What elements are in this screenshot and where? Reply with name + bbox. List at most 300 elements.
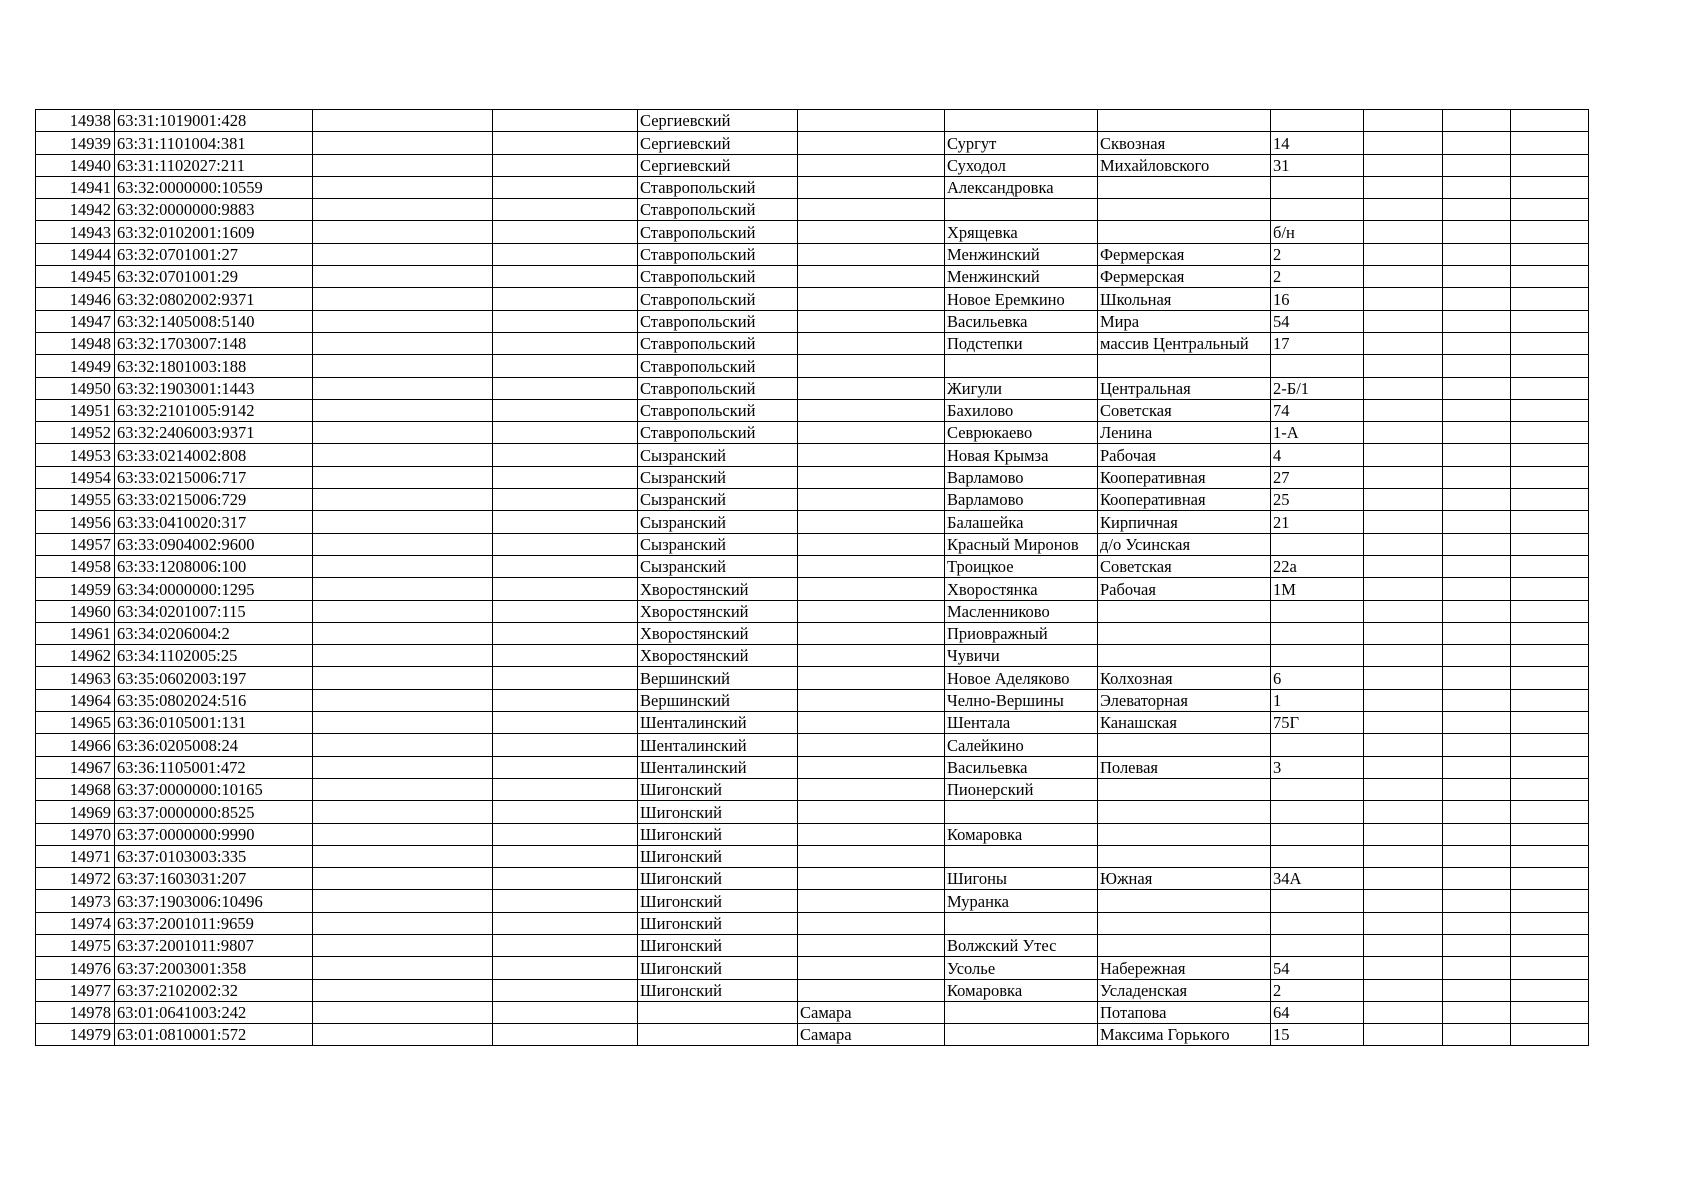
table-cell <box>1511 422 1589 444</box>
table-cell <box>1511 555 1589 577</box>
table-cell <box>1364 444 1443 466</box>
table-cell <box>313 422 493 444</box>
table-cell <box>1098 199 1271 221</box>
table-cell <box>945 199 1098 221</box>
table-cell: Ленина <box>1098 422 1271 444</box>
table-row <box>36 667 1589 689</box>
table-cell <box>1443 176 1511 198</box>
table-cell <box>1098 845 1271 867</box>
table-cell: Шигонский <box>638 934 798 956</box>
table-cell: Вершинский <box>638 689 798 711</box>
table-cell <box>1271 600 1364 622</box>
table-cell <box>798 444 945 466</box>
table-cell <box>1443 266 1511 288</box>
table-cell <box>945 1024 1098 1046</box>
table-cell: 31 <box>1271 154 1364 176</box>
table-cell <box>798 778 945 800</box>
row-number-cell: 14957 <box>36 533 115 555</box>
table-cell: Полевая <box>1098 756 1271 778</box>
table-cell <box>1443 555 1511 577</box>
table-cell: Шигонский <box>638 912 798 934</box>
table-cell <box>493 132 638 154</box>
table-cell <box>493 176 638 198</box>
table-cell <box>493 355 638 377</box>
table-cell <box>1443 578 1511 600</box>
row-number-cell: 14972 <box>36 868 115 890</box>
table-row <box>36 778 1589 800</box>
table-cell: Ставропольский <box>638 199 798 221</box>
row-number-cell: 14947 <box>36 310 115 332</box>
table-cell: 4 <box>1271 444 1364 466</box>
table-cell: Шигонский <box>638 801 798 823</box>
table-cell <box>1443 422 1511 444</box>
table-cell: Челно-Вершины <box>945 689 1098 711</box>
table-cell: Кооперативная <box>1098 489 1271 511</box>
table-cell <box>1511 689 1589 711</box>
table-cell <box>1511 511 1589 533</box>
table-cell <box>1271 645 1364 667</box>
table-cell <box>1511 622 1589 644</box>
table-row <box>36 355 1589 377</box>
table-cell: Мира <box>1098 310 1271 332</box>
table-cell: 63:32:0701001:27 <box>115 243 313 265</box>
table-cell <box>493 154 638 176</box>
table-cell <box>1511 712 1589 734</box>
table-cell: Шигонский <box>638 823 798 845</box>
table-cell <box>1364 332 1443 354</box>
table-cell <box>1098 890 1271 912</box>
table-cell: Шенталинский <box>638 712 798 734</box>
table-cell <box>1443 712 1511 734</box>
table-cell <box>1511 890 1589 912</box>
table-cell: 74 <box>1271 399 1364 421</box>
table-cell <box>798 934 945 956</box>
table-cell <box>1271 110 1364 132</box>
table-cell: Ставропольский <box>638 243 798 265</box>
table-cell <box>945 1001 1098 1023</box>
table-row <box>36 444 1589 466</box>
table-cell: 1М <box>1271 578 1364 600</box>
row-number-cell: 14973 <box>36 890 115 912</box>
table-cell <box>493 221 638 243</box>
table-cell: 27 <box>1271 466 1364 488</box>
table-body <box>36 110 1589 1046</box>
table-cell <box>1443 1024 1511 1046</box>
table-cell <box>798 578 945 600</box>
table-cell: 34А <box>1271 868 1364 890</box>
table-cell <box>313 912 493 934</box>
table-row <box>36 110 1589 132</box>
table-cell: Ставропольский <box>638 355 798 377</box>
table-cell <box>493 734 638 756</box>
table-cell <box>1511 399 1589 421</box>
table-cell <box>1443 154 1511 176</box>
table-cell <box>1271 355 1364 377</box>
table-cell <box>493 667 638 689</box>
table-cell <box>493 1001 638 1023</box>
table-cell: Кирпичная <box>1098 511 1271 533</box>
table-cell: 64 <box>1271 1001 1364 1023</box>
table-cell <box>1364 199 1443 221</box>
table-cell: Хворостянский <box>638 600 798 622</box>
table-cell: Хворостянский <box>638 622 798 644</box>
table-cell <box>1443 600 1511 622</box>
row-number-cell: 14939 <box>36 132 115 154</box>
table-cell <box>313 1001 493 1023</box>
table-row <box>36 957 1589 979</box>
table-cell <box>1511 734 1589 756</box>
table-cell <box>1364 132 1443 154</box>
row-number-cell: 14975 <box>36 934 115 956</box>
table-cell <box>1443 332 1511 354</box>
table-cell <box>1511 243 1589 265</box>
row-number-cell: 14974 <box>36 912 115 934</box>
table-cell: 63:37:0103003:335 <box>115 845 313 867</box>
table-cell <box>1271 845 1364 867</box>
table-cell <box>493 533 638 555</box>
table-row <box>36 533 1589 555</box>
table-cell <box>1098 801 1271 823</box>
table-cell <box>313 243 493 265</box>
row-number-cell: 14944 <box>36 243 115 265</box>
table-cell <box>1364 734 1443 756</box>
table-cell <box>798 355 945 377</box>
table-cell <box>798 555 945 577</box>
table-cell <box>493 511 638 533</box>
table-cell <box>1511 600 1589 622</box>
table-cell <box>1443 778 1511 800</box>
table-cell: 63:32:0000000:10559 <box>115 176 313 198</box>
table-cell: Александровка <box>945 176 1098 198</box>
table-cell <box>493 489 638 511</box>
table-cell: Усолье <box>945 957 1098 979</box>
table-row <box>36 332 1589 354</box>
table-cell <box>1511 868 1589 890</box>
table-cell <box>1443 890 1511 912</box>
table-cell <box>945 110 1098 132</box>
table-cell: Сызранский <box>638 466 798 488</box>
table-cell <box>1511 466 1589 488</box>
table-cell: Чувичи <box>945 645 1098 667</box>
table-cell: 63:32:0102001:1609 <box>115 221 313 243</box>
table-cell: Волжский Утес <box>945 934 1098 956</box>
table-cell <box>1511 176 1589 198</box>
table-cell: Шигоны <box>945 868 1098 890</box>
table-cell <box>313 1024 493 1046</box>
table-cell <box>313 734 493 756</box>
table-cell <box>313 645 493 667</box>
table-cell: 16 <box>1271 288 1364 310</box>
table-cell <box>1511 332 1589 354</box>
table-cell <box>1271 176 1364 198</box>
table-cell <box>313 221 493 243</box>
table-cell <box>1511 310 1589 332</box>
table-cell <box>493 778 638 800</box>
table-cell: 25 <box>1271 489 1364 511</box>
table-cell <box>1443 912 1511 934</box>
table-cell <box>493 422 638 444</box>
table-row <box>36 176 1589 198</box>
table-cell <box>798 689 945 711</box>
table-cell: Шигонский <box>638 868 798 890</box>
row-number-cell: 14943 <box>36 221 115 243</box>
table-cell <box>798 288 945 310</box>
table-cell <box>313 667 493 689</box>
table-cell <box>1098 622 1271 644</box>
table-cell <box>1511 154 1589 176</box>
table-cell <box>798 734 945 756</box>
table-cell: Сквозная <box>1098 132 1271 154</box>
table-cell <box>313 756 493 778</box>
table-cell <box>313 332 493 354</box>
table-cell: 22а <box>1271 555 1364 577</box>
row-number-cell: 14964 <box>36 689 115 711</box>
table-cell <box>1271 734 1364 756</box>
table-cell <box>1511 221 1589 243</box>
table-cell <box>493 712 638 734</box>
table-cell: Ставропольский <box>638 176 798 198</box>
table-cell: Шигонский <box>638 778 798 800</box>
row-number-cell: 14961 <box>36 622 115 644</box>
table-cell <box>313 489 493 511</box>
table-cell: 63:37:0000000:8525 <box>115 801 313 823</box>
row-number-cell: 14963 <box>36 667 115 689</box>
table-cell <box>1364 801 1443 823</box>
table-cell <box>1364 355 1443 377</box>
table-cell <box>1364 243 1443 265</box>
table-cell: 63:37:2102002:32 <box>115 979 313 1001</box>
table-cell <box>798 756 945 778</box>
table-cell <box>313 979 493 1001</box>
table-cell <box>313 288 493 310</box>
table-cell: Новое Еремкино <box>945 288 1098 310</box>
table-cell <box>313 154 493 176</box>
table-cell <box>1443 110 1511 132</box>
table-cell <box>1511 132 1589 154</box>
table-cell <box>493 957 638 979</box>
table-cell: Канашская <box>1098 712 1271 734</box>
table-cell: 63:01:0641003:242 <box>115 1001 313 1023</box>
table-row <box>36 689 1589 711</box>
table-cell: 63:36:0105001:131 <box>115 712 313 734</box>
table-cell: 63:32:2101005:9142 <box>115 399 313 421</box>
table-cell: 63:34:1102005:25 <box>115 645 313 667</box>
row-number-cell: 14962 <box>36 645 115 667</box>
table-cell: 63:37:0000000:10165 <box>115 778 313 800</box>
table-cell: 21 <box>1271 511 1364 533</box>
table-cell <box>798 110 945 132</box>
row-number-cell: 14969 <box>36 801 115 823</box>
table-cell <box>1271 199 1364 221</box>
table-cell: 2 <box>1271 266 1364 288</box>
table-cell: 63:33:0904002:9600 <box>115 533 313 555</box>
table-cell <box>798 489 945 511</box>
table-cell: 63:31:1101004:381 <box>115 132 313 154</box>
table-cell <box>1443 377 1511 399</box>
table-cell <box>1443 645 1511 667</box>
table-cell <box>493 600 638 622</box>
table-cell <box>1443 979 1511 1001</box>
table-cell <box>313 957 493 979</box>
table-cell <box>1511 979 1589 1001</box>
table-row <box>36 199 1589 221</box>
table-cell: б/н <box>1271 221 1364 243</box>
table-row <box>36 399 1589 421</box>
table-cell: Сергиевский <box>638 110 798 132</box>
row-number-cell: 14949 <box>36 355 115 377</box>
table-cell: Сызранский <box>638 555 798 577</box>
table-cell: Ставропольский <box>638 332 798 354</box>
table-cell <box>1443 533 1511 555</box>
table-row <box>36 154 1589 176</box>
row-number-cell: 14956 <box>36 511 115 533</box>
row-number-cell: 14967 <box>36 756 115 778</box>
table-cell: Троицкое <box>945 555 1098 577</box>
table-cell <box>313 511 493 533</box>
table-cell <box>1364 377 1443 399</box>
table-cell <box>313 399 493 421</box>
table-cell: Самара <box>798 1024 945 1046</box>
table-cell <box>313 845 493 867</box>
table-cell: Фермерская <box>1098 243 1271 265</box>
table-cell: Шенталинский <box>638 734 798 756</box>
table-cell <box>1364 176 1443 198</box>
table-cell <box>798 957 945 979</box>
table-cell <box>313 176 493 198</box>
table-cell: Васильевка <box>945 310 1098 332</box>
table-cell: Комаровка <box>945 979 1098 1001</box>
table-cell: Шигонский <box>638 957 798 979</box>
table-cell <box>1364 868 1443 890</box>
table-cell <box>493 979 638 1001</box>
table-cell <box>798 399 945 421</box>
table-cell <box>1511 377 1589 399</box>
table-cell <box>1364 266 1443 288</box>
table-cell <box>1098 734 1271 756</box>
table-row <box>36 466 1589 488</box>
table-cell <box>1364 712 1443 734</box>
table-cell: Жигули <box>945 377 1098 399</box>
table-cell <box>313 600 493 622</box>
table-cell <box>1364 221 1443 243</box>
table-cell: Ставропольский <box>638 221 798 243</box>
table-cell: Ставропольский <box>638 266 798 288</box>
table-row <box>36 266 1589 288</box>
table-cell <box>1271 890 1364 912</box>
table-cell <box>1364 511 1443 533</box>
table-cell <box>1098 355 1271 377</box>
table-cell <box>1443 823 1511 845</box>
table-cell <box>798 199 945 221</box>
table-cell <box>1511 578 1589 600</box>
table-cell <box>1511 533 1589 555</box>
table-cell <box>493 466 638 488</box>
table-cell <box>1271 533 1364 555</box>
table-cell <box>1098 912 1271 934</box>
table-cell: 63:32:1405008:5140 <box>115 310 313 332</box>
row-number-cell: 14954 <box>36 466 115 488</box>
table-cell: 14 <box>1271 132 1364 154</box>
table-cell: Новое Аделяково <box>945 667 1098 689</box>
table-cell <box>493 912 638 934</box>
table-cell <box>1443 132 1511 154</box>
table-row <box>36 712 1589 734</box>
table-cell <box>1098 176 1271 198</box>
row-number-cell: 14966 <box>36 734 115 756</box>
table-cell: Новая Крымза <box>945 444 1098 466</box>
table-cell: 63:34:0000000:1295 <box>115 578 313 600</box>
table-cell <box>798 645 945 667</box>
row-number-cell: 14938 <box>36 110 115 132</box>
row-number-cell: 14958 <box>36 555 115 577</box>
table-cell <box>1364 422 1443 444</box>
table-cell <box>1364 756 1443 778</box>
row-number-cell: 14952 <box>36 422 115 444</box>
table-cell <box>1511 444 1589 466</box>
table-cell <box>493 110 638 132</box>
table-cell <box>313 622 493 644</box>
table-cell: Шигонский <box>638 890 798 912</box>
table-cell <box>1098 645 1271 667</box>
table-cell: 63:37:1603031:207 <box>115 868 313 890</box>
table-cell <box>1511 934 1589 956</box>
table-cell: Набережная <box>1098 957 1271 979</box>
row-number-cell: 14965 <box>36 712 115 734</box>
table-cell <box>313 110 493 132</box>
table-cell <box>1271 823 1364 845</box>
table-cell <box>1443 399 1511 421</box>
table-row <box>36 377 1589 399</box>
table-cell: Приовражный <box>945 622 1098 644</box>
table-cell: Красный Миронов <box>945 533 1098 555</box>
table-cell: Советская <box>1098 399 1271 421</box>
table-cell: Варламово <box>945 489 1098 511</box>
table-cell <box>1364 845 1443 867</box>
table-cell: 63:32:2406003:9371 <box>115 422 313 444</box>
table-cell <box>493 444 638 466</box>
table-cell: 63:34:0201007:115 <box>115 600 313 622</box>
table-cell: 75Г <box>1271 712 1364 734</box>
table-cell <box>493 1024 638 1046</box>
table-cell <box>1364 399 1443 421</box>
table-cell: 2-Б/1 <box>1271 377 1364 399</box>
table-cell <box>493 868 638 890</box>
table-cell <box>1271 801 1364 823</box>
table-row <box>36 578 1589 600</box>
table-cell: Центральная <box>1098 377 1271 399</box>
table-cell <box>313 310 493 332</box>
table-row <box>36 422 1589 444</box>
table-cell <box>1511 778 1589 800</box>
table-cell <box>493 578 638 600</box>
table-cell <box>313 689 493 711</box>
row-number-cell: 14968 <box>36 778 115 800</box>
table-cell <box>1511 957 1589 979</box>
table-cell <box>798 310 945 332</box>
table-cell: Варламово <box>945 466 1098 488</box>
table-cell <box>493 555 638 577</box>
table-cell <box>313 377 493 399</box>
table-cell <box>313 199 493 221</box>
table-cell: 63:33:1208006:100 <box>115 555 313 577</box>
table-cell <box>798 845 945 867</box>
table-cell <box>1364 310 1443 332</box>
table-cell <box>1511 199 1589 221</box>
table-cell <box>1364 957 1443 979</box>
table-cell <box>1364 622 1443 644</box>
table-cell <box>1364 466 1443 488</box>
table-cell <box>798 912 945 934</box>
